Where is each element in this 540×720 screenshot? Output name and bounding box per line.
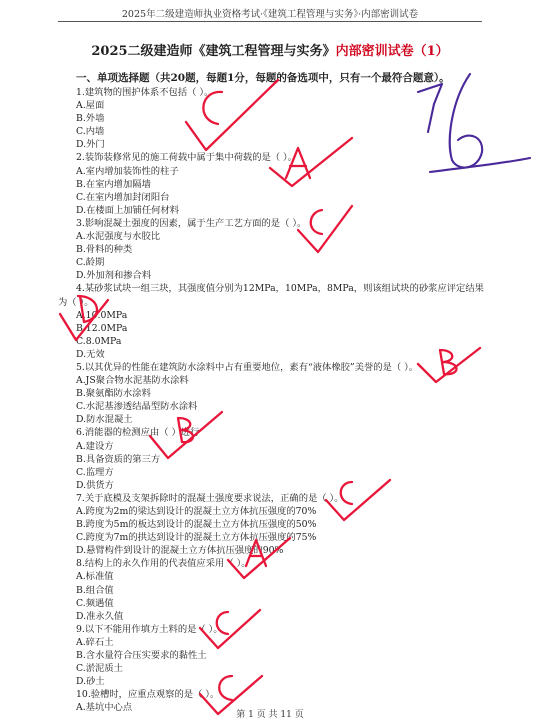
option-b: B.外墙: [76, 113, 105, 125]
question-stem: 5.以其优异的性能在建筑防水涂料中占有重要地位，素有“液体橡胶”美誉的是（ ）。: [76, 361, 419, 373]
option-d: D.砂土: [76, 676, 105, 688]
header-divider: [58, 21, 482, 22]
option-d: D.准永久值: [76, 610, 124, 622]
question-list: [58, 86, 496, 715]
option-c: C.水泥基渗透结晶型防水涂料: [76, 401, 198, 413]
option-c: C.淤泥质土: [76, 663, 123, 675]
question-9: [76, 623, 496, 688]
option-b: B.在室内增加隔墙: [76, 178, 151, 190]
question-2: [76, 151, 496, 216]
question-stem: [58, 282, 496, 308]
question-5: [76, 361, 496, 426]
option-a: A.跨度为2m的梁达到设计的混凝土立方体抗压强度的70%: [76, 506, 317, 517]
question-3: [76, 217, 496, 282]
question-stem-line2: 为（ ）。: [58, 296, 94, 308]
option-d: D.悬臂构件到设计的混凝土立方体抗压强度的90%: [76, 545, 284, 557]
option-a: A.碎石土: [76, 636, 114, 648]
question-stem: 8.结构上的永久作用的代表值应采用（ ）。: [76, 558, 251, 570]
option-a: A.室内增加装饰性的柱子: [76, 165, 179, 177]
option-b: B.聚氨酯防水涂料: [76, 388, 151, 400]
option-a: A.水泥强度与水胶比: [76, 231, 161, 243]
question-stem: 7.关于底模及支架拆除时的混凝土强度要求说法，正确的是（ ）。: [76, 492, 344, 504]
option-a: A.基坑中心点: [76, 702, 133, 714]
option-b: B.含水量符合压实要求的黏性土: [76, 650, 207, 662]
option-c: C.频遇值: [76, 597, 114, 609]
option-d: D.供货方: [76, 479, 114, 491]
option-b: B.跨度为5m的板达到设计的混凝土立方体抗压强度的50%: [76, 519, 317, 531]
question-stem: 10.验槽时，应重点观察的是（ ）。: [76, 689, 220, 701]
page-number: 第 1 页 共 11 页: [236, 710, 304, 720]
exam-title-main: 2025二级建造师《建筑工程管理与实务》: [91, 44, 336, 59]
option-c: C.内墙: [76, 126, 105, 138]
section-heading: 一、单项选择题（共20题，每题1分，每题的备选项中，只有一个最符合题意）。: [76, 72, 450, 84]
option-d: D.无效: [76, 348, 105, 360]
option-b: B.骨料的种类: [76, 244, 133, 256]
option-a: A.屋面: [76, 100, 105, 112]
option-b: B.12.0MPa: [76, 322, 128, 334]
question-4: [58, 282, 496, 361]
exam-title: [0, 40, 540, 59]
question-stem-line1: 4.某砂浆试块一组三块，其强度值分别为12MPa，10MPa，8MPa，则该组试块的砂浆应评定结果: [76, 283, 484, 295]
option-c: C.8.0MPa: [76, 335, 122, 347]
question-6: [76, 426, 496, 491]
score-text: 76: [440, 120, 442, 121]
page-header: 2025年二级建造师执业资格考试·《建筑工程管理与实务》·内部密训试卷: [121, 9, 419, 20]
question-stem: 9.以下不能用作填方土料的是（ ）。: [76, 623, 223, 635]
question-7: [76, 492, 496, 557]
question-1: [76, 86, 496, 151]
option-d: D.外加剂和掺合料: [76, 270, 152, 282]
option-d: D.在楼面上加铺任何材料: [76, 204, 180, 216]
option-a: A.建设方: [76, 440, 114, 452]
option-c: C.跨度为7m的拱达到设计的混凝土立方体抗压强度的75%: [76, 532, 317, 544]
question-stem: 6.消能器的检测应由（ ）进行: [76, 427, 200, 439]
option-b: B.具备资质的第三方: [76, 453, 161, 465]
option-a: A.10.0MPa: [76, 309, 128, 321]
question-8: [76, 557, 496, 622]
option-c: C.在室内增加封闭阳台: [76, 191, 170, 203]
option-c: C.龄期: [76, 257, 105, 269]
question-stem: 2.装饰装修常见的施工荷载中属于集中荷载的是（ ）。: [76, 152, 298, 164]
option-a: A.标准值: [76, 571, 114, 583]
question-stem: 3.影响混凝土强度的因素，属于生产工艺方面的是（ ）。: [76, 217, 307, 229]
option-d: D.外门: [76, 139, 105, 151]
exam-title-red: 内部密训试卷（1）: [335, 44, 449, 59]
option-b: B.组合值: [76, 584, 114, 596]
question-stem: 1.建筑物的围护体系不包括（ ）。: [76, 87, 214, 98]
option-a: A.JS聚合物水泥基防水涂料: [76, 375, 189, 387]
option-c: C.监理方: [76, 466, 114, 478]
option-d: D.防水混凝土: [76, 414, 133, 426]
